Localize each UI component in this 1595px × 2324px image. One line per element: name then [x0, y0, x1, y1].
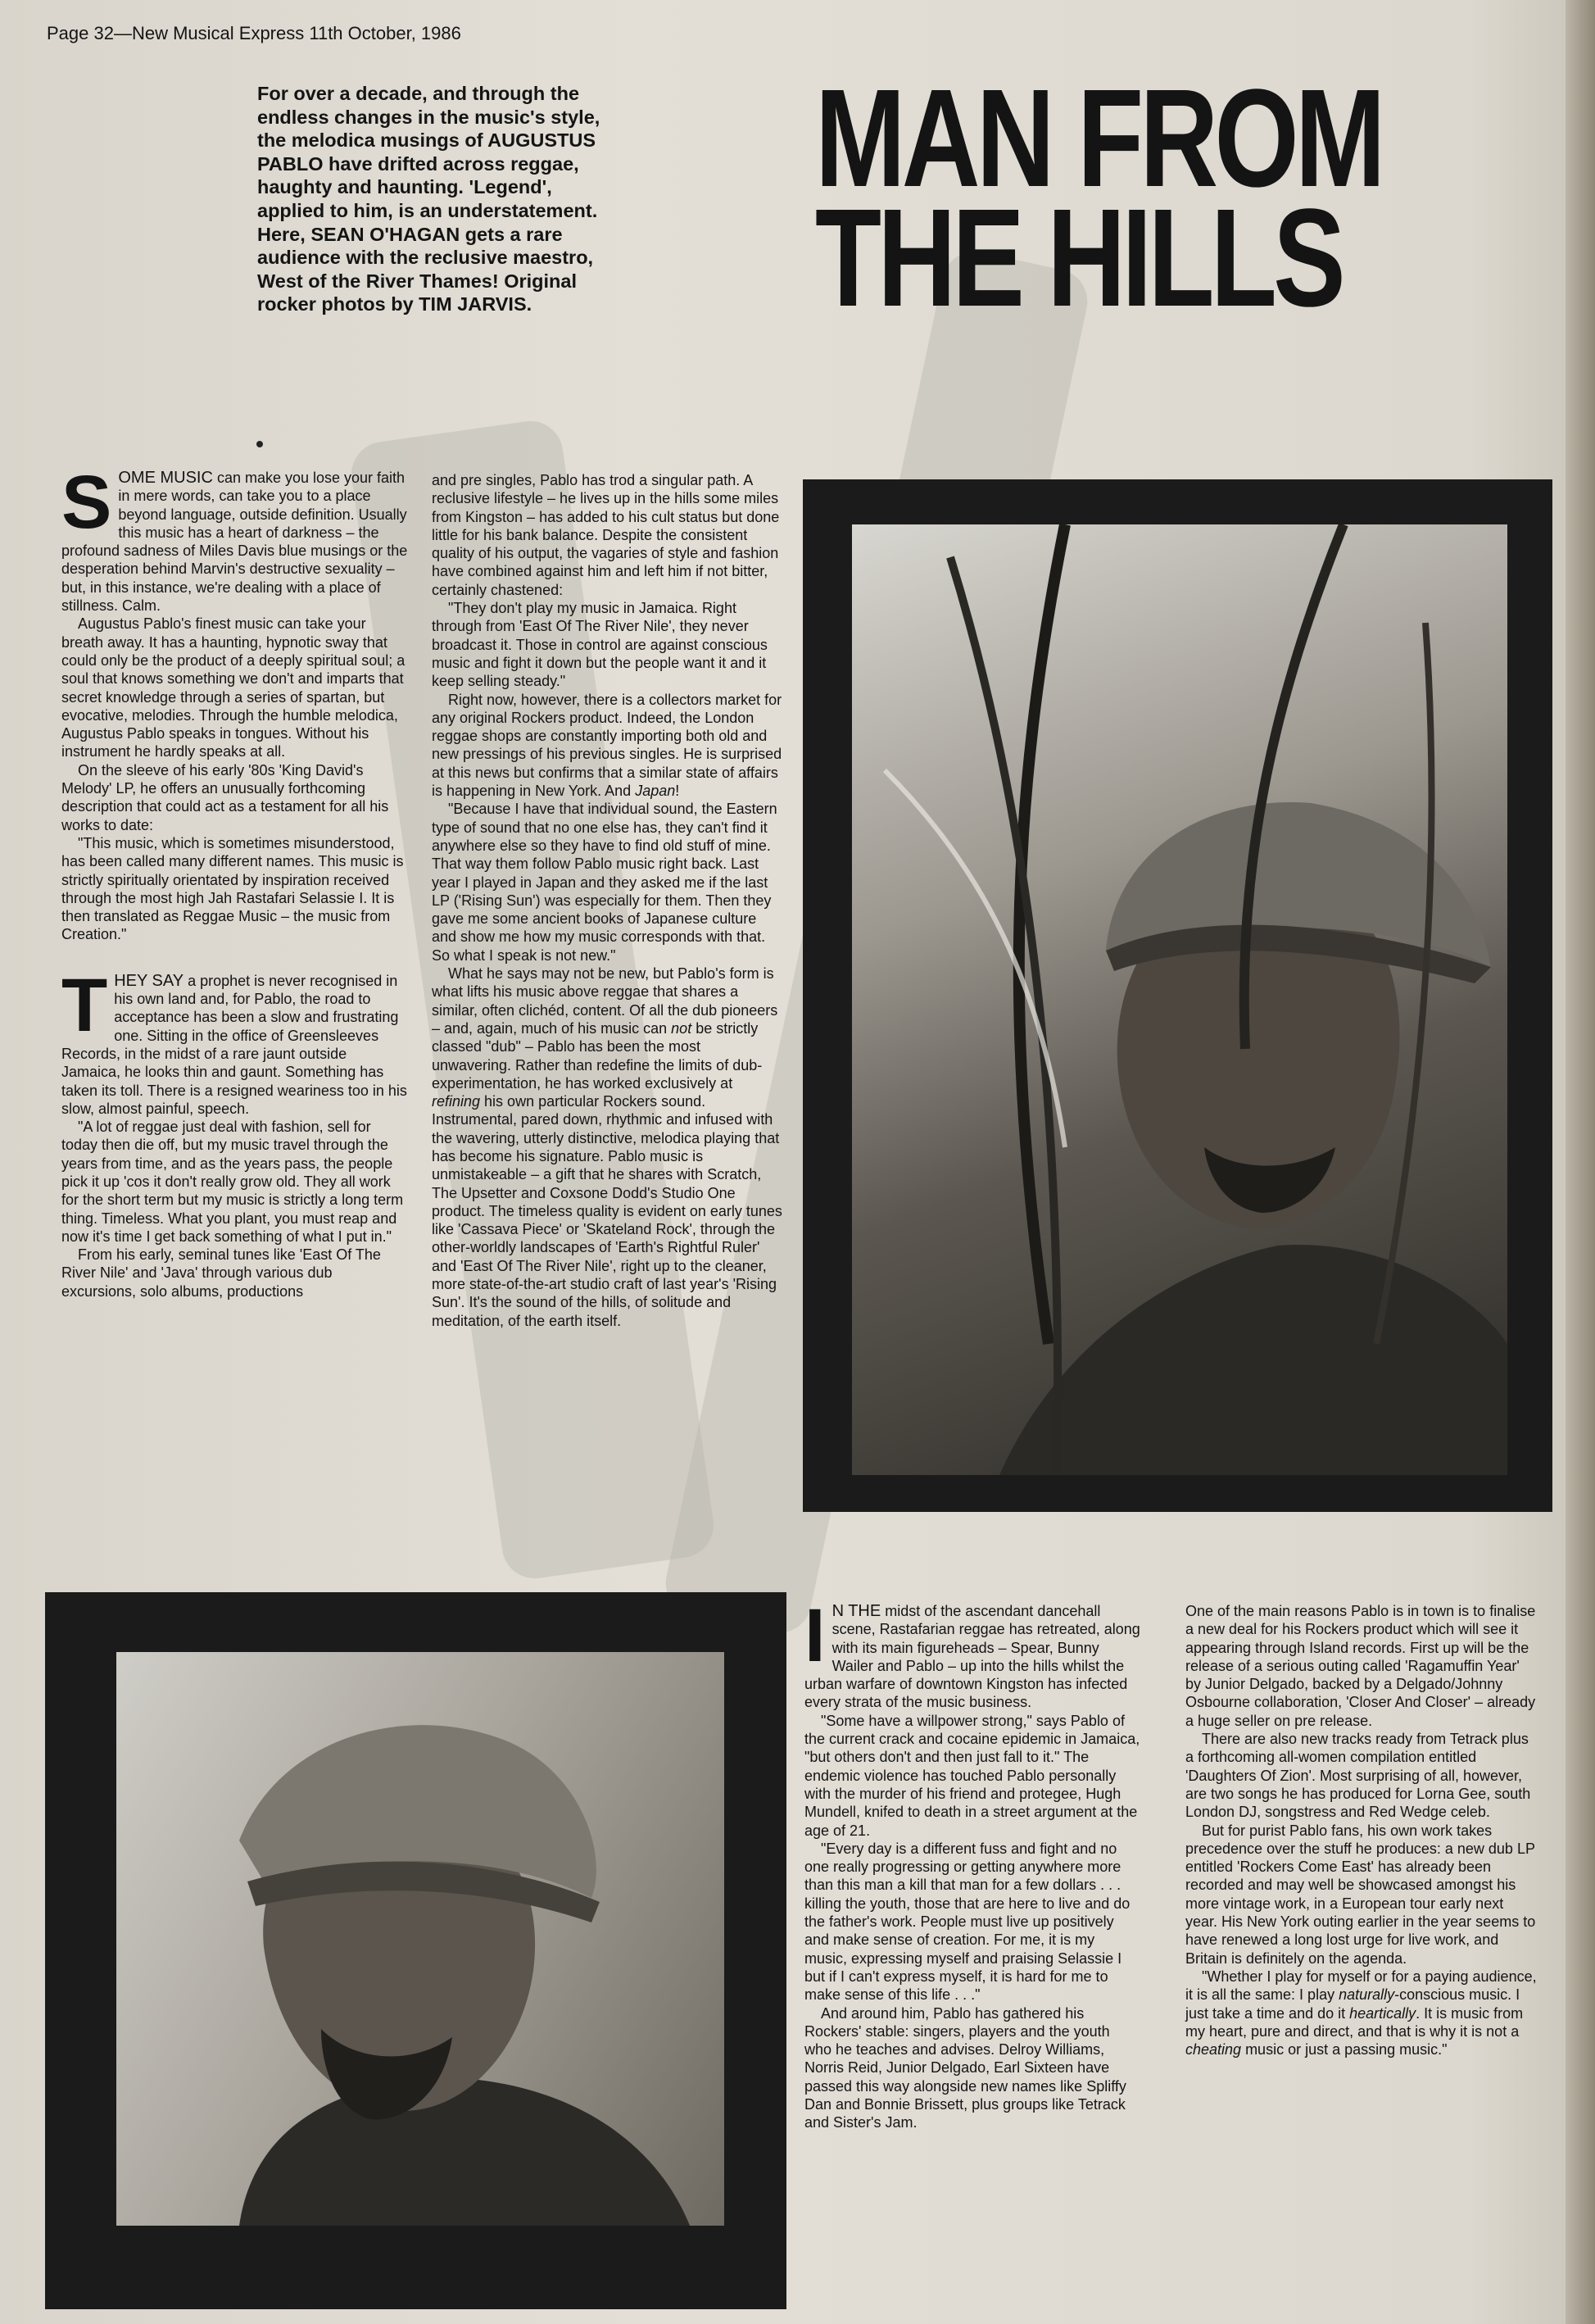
emphasis: refining: [432, 1093, 481, 1110]
column-1: [61, 461, 409, 1300]
paragraph-text: -conscious music. I just take a time and do it: [1185, 1986, 1520, 2022]
lead-in: N THE: [831, 1602, 881, 1620]
photo-augustus-pablo-portrait: [852, 524, 1507, 1475]
paragraph: One of the main reasons Pablo is in town is to finalise a new deal for his Rockers product which will see it appearing through Island records. First up will be the release of a serious outing called 'Ragamuffin Year' by Junior Delgado, backed by a Delgado/Johnny Osbourne collaboration, 'Closer And Closer' – already a huge seller on pre release.: [1185, 1603, 1536, 1729]
paragraph: On the sleeve of his early '80s 'King David's Melody' LP, he offers an unusually forthcoming description that could act as a testament for all his works to date:: [61, 761, 389, 833]
paragraph-text: "Whether I play for myself or for a paying audience, it is all the same: I play: [1185, 1968, 1537, 2004]
paragraph: "This music, which is sometimes misunderstood, has been called many different names. This music is strictly spiritually orientated by inspiration received through the most high Jah Rastafari Selassie I. It is then translated as Reggae Music – the music from Creation.": [61, 834, 404, 943]
paragraph-text: What he says may not be new, but Pablo's form is what lifts his music above reggae that shares a similar, often clichéd, content. Of all the dub pioneers – and, again, much of his music can: [432, 965, 778, 1037]
emphasis: naturally: [1339, 1986, 1395, 2004]
headline-line-2: THE HILLS: [815, 180, 1342, 336]
lead-in: HEY SAY: [114, 971, 184, 990]
paragraph: "A lot of reggae just deal with fashion, sell for today then die off, but my music travel through the years from time, and as the years pass, the people pick it up 'cos it don't really grow old. They all work for the short term but my music is strictly a long term thing. Timeless. What you plant, you must reap and now it's time I get back something of what I put in.": [61, 1119, 404, 1245]
emphasis: not: [671, 1019, 692, 1037]
paragraph-text: midst of the ascendant dancehall scene, Rastafarian reggae has retreated, along with its main figureheads – Spear, Bunny Wailer and Pablo – up into the hills whilst the urban warfare of downtown Kingston has infected every strata of the music business.: [804, 1603, 1140, 1711]
paragraph-text: . It is music from my heart, pure and direct, and that is why it is not a: [1185, 2004, 1524, 2040]
emphasis: cheating: [1185, 2041, 1242, 2058]
paragraph: "Every day is a different fuss and fight and no one really progressing or getting anywhere more than this man a kill that man for a few dollars . . . killing the youth, those that are here to live and do the father's work. People must live up positively and make sense of creation. For me, it is my music, expressing myself and praising Selassie I but if I can't express myself, it is hard for me to make sense of this life . . .": [804, 1840, 1131, 2004]
photo-augustus-pablo-profile: [116, 1652, 724, 2226]
paragraph-text: music or just a passing music.": [1241, 2041, 1448, 2058]
column-4: [1185, 1602, 1538, 2058]
paragraph: [432, 965, 784, 1330]
photo-illustration: [852, 524, 1507, 1475]
paragraph: [61, 963, 409, 1118]
paragraph: From his early, seminal tunes like 'East Of The River Nile' and 'Java' through various dub excursions, solo albums, productions: [61, 1246, 381, 1300]
page-spine-shadow: [1566, 0, 1595, 2324]
paragraph: There are also new tracks ready from Tetrack plus a forthcoming all-women compilation entitled 'Daughters Of Zion'. Most surprising of all, however, are two songs he has produced for Lorna Gee, south London DJ, songstress and Red Wedge celeb.: [1185, 1731, 1531, 1821]
photo-illustration: [116, 1652, 724, 2226]
drop-cap: T: [61, 963, 108, 1047]
paragraph: "Because I have that individual sound, the Eastern type of sound that no one else has, they can't find it anywhere else so they have to find old stuff of mine. That way them follow Pablo music right back. Last year I played in Japan and they asked me if the last LP ('Rising Sun') was especially for them. Then they gave me some ancient books of Japanese culture and show me how my music corresponds with that. So what I speak is not new.": [432, 801, 777, 964]
paragraph: But for purist Pablo fans, his own work takes precedence over the stuff he produces: a new dub LP entitled 'Rockers Come East' has already been recorded and may well be showcased amongst his more vintage work, in a European tour early next year. His New York outing earlier in the year seems to have renewed a long lost urge for live work, and Britain is definitely on the agenda.: [1185, 1822, 1536, 1967]
paragraph: "They don't play my music in Jamaica. Right through from 'East Of The River Nile', they never broadcast it. Those in control are against conscious music and fight it down but the people want it and it keep selling steady.": [432, 600, 768, 690]
headline-line-1: MAN FROM: [815, 61, 1382, 216]
paragraph: [1185, 1968, 1538, 2058]
paragraph-text: be strictly classed "dub" – Pablo has been the most unwavering. Rather than redefine the limits of dub-experimentation, he has worked exclusively at: [432, 1019, 763, 1092]
column-2: [432, 471, 784, 1330]
paragraph: [432, 691, 784, 801]
page-header: Page 32—New Musical Express 11th October, 1986: [47, 23, 461, 43]
paragraph: "Some have a willpower strong," says Pablo of the current crack and cocaine epidemic in Jamaica, "but others don't and then just fall to it." The endemic violence has touched Pablo personally with the murder of his friend and protegee, Hugh Mundell, knifed to death in a street argument at the age of 21.: [804, 1712, 1140, 1839]
paragraph-text: can make you lose your faith in mere words, can take you to a place beyond language, outside definition. Usually this music has a heart of darkness – the profound sadness of Miles Davis blue musings or the desperation behind Marvin's destructive sexuality – but, in this instance, we're dealing with a place of stillness. Calm.: [61, 470, 408, 615]
lead-in: OME MUSIC: [118, 469, 213, 487]
paragraph: [61, 461, 409, 615]
standfirst: For over a decade, and through the endless changes in the music's style, the melodica musings of AUGUSTUS PABLO have drifted across reggae, haughty and haunting. 'Legend', applied to him, is an understatement. Here, SEAN O'HAGAN gets a rare audience with the reclusive maestro, West of the River Thames! Original rocker photos by TIM JARVIS.: [257, 83, 600, 315]
emphasis: Japan: [635, 783, 676, 800]
headline: [815, 61, 1384, 336]
paragraph-text: Right now, however, there is a collectors market for any original Rockers product. Indeed, the London reggae shops are constantly importing both old and new pressings of his previous singles. He is surprised at this news but confirms that a similar state of affairs is happening in New York. And: [432, 691, 782, 800]
drop-cap: I: [804, 1594, 826, 1677]
emphasis: heartically: [1349, 2004, 1416, 2022]
paragraph: Augustus Pablo's finest music can take your breath away. It has a haunting, hypnotic sway that could only be the product of a deeply spiritual soul; a soul that knows something we don't and imparts that secret knowledge through a series of spartan, but evocative, melodies. Through the humble melodica, Augustus Pablo speaks in tongues. Without his instrument he hardly speaks at all.: [61, 615, 406, 760]
column-3: [804, 1594, 1140, 2132]
paragraph: And around him, Pablo has gathered his Rockers' stable: singers, players and the youth who he teaches and advises. Delroy Williams, Norris Reid, Junior Delgado, Earl Sixteen have passed this way alongside new names like Spliffy Dan and Bonnie Brissett, plus groups like Tetrack and Sister's Jam.: [804, 2004, 1126, 2131]
paragraph-text: his own particular Rockers sound. Instrumental, pared down, rhythmic and infused with the wavering, utterly distinctive, melodica playing that has become his signature. Pablo music is unmistakeable – a gift that he shares with Scratch, The Upsetter and Coxsone Dodd's Studio One product. The timeless quality is evident on early tunes like 'Cassava Piece' or 'Skateland Rock', through the other-worldly landscapes of 'Earth's Rightful Ruler' and 'East Of The River Nile', right up to the cleaner, more state-of-the-art studio craft of last year's 'Rising Sun'. It's the sound of the hills, of solitude and meditation, of the earth itself.: [432, 1093, 782, 1329]
paragraph-text: !: [675, 783, 680, 800]
bullet-dot: [256, 441, 263, 447]
paragraph: and pre singles, Pablo has trod a singular path. A reclusive lifestyle – he lives up in the hills some miles from Kingston – has added to his cult status but done little for his bank balance. Despite the consistent quality of his output, the vagaries of style and fashion have combined against him and left him if not bitter, certainly chastened:: [432, 472, 780, 598]
paragraph: [804, 1594, 1140, 1712]
paragraph-text: a prophet is never recognised in his own land and, for Pablo, the road to acceptance has been a slow and frustrating one. Sitting in the office of Greensleeves Records, in the midst of a rare jaunt outside Jamaica, he looks thin and gaunt. Something has taken its toll. There is a resigned weariness too in his slow, almost painful, speech.: [61, 972, 407, 1117]
drop-cap: S: [61, 461, 112, 544]
